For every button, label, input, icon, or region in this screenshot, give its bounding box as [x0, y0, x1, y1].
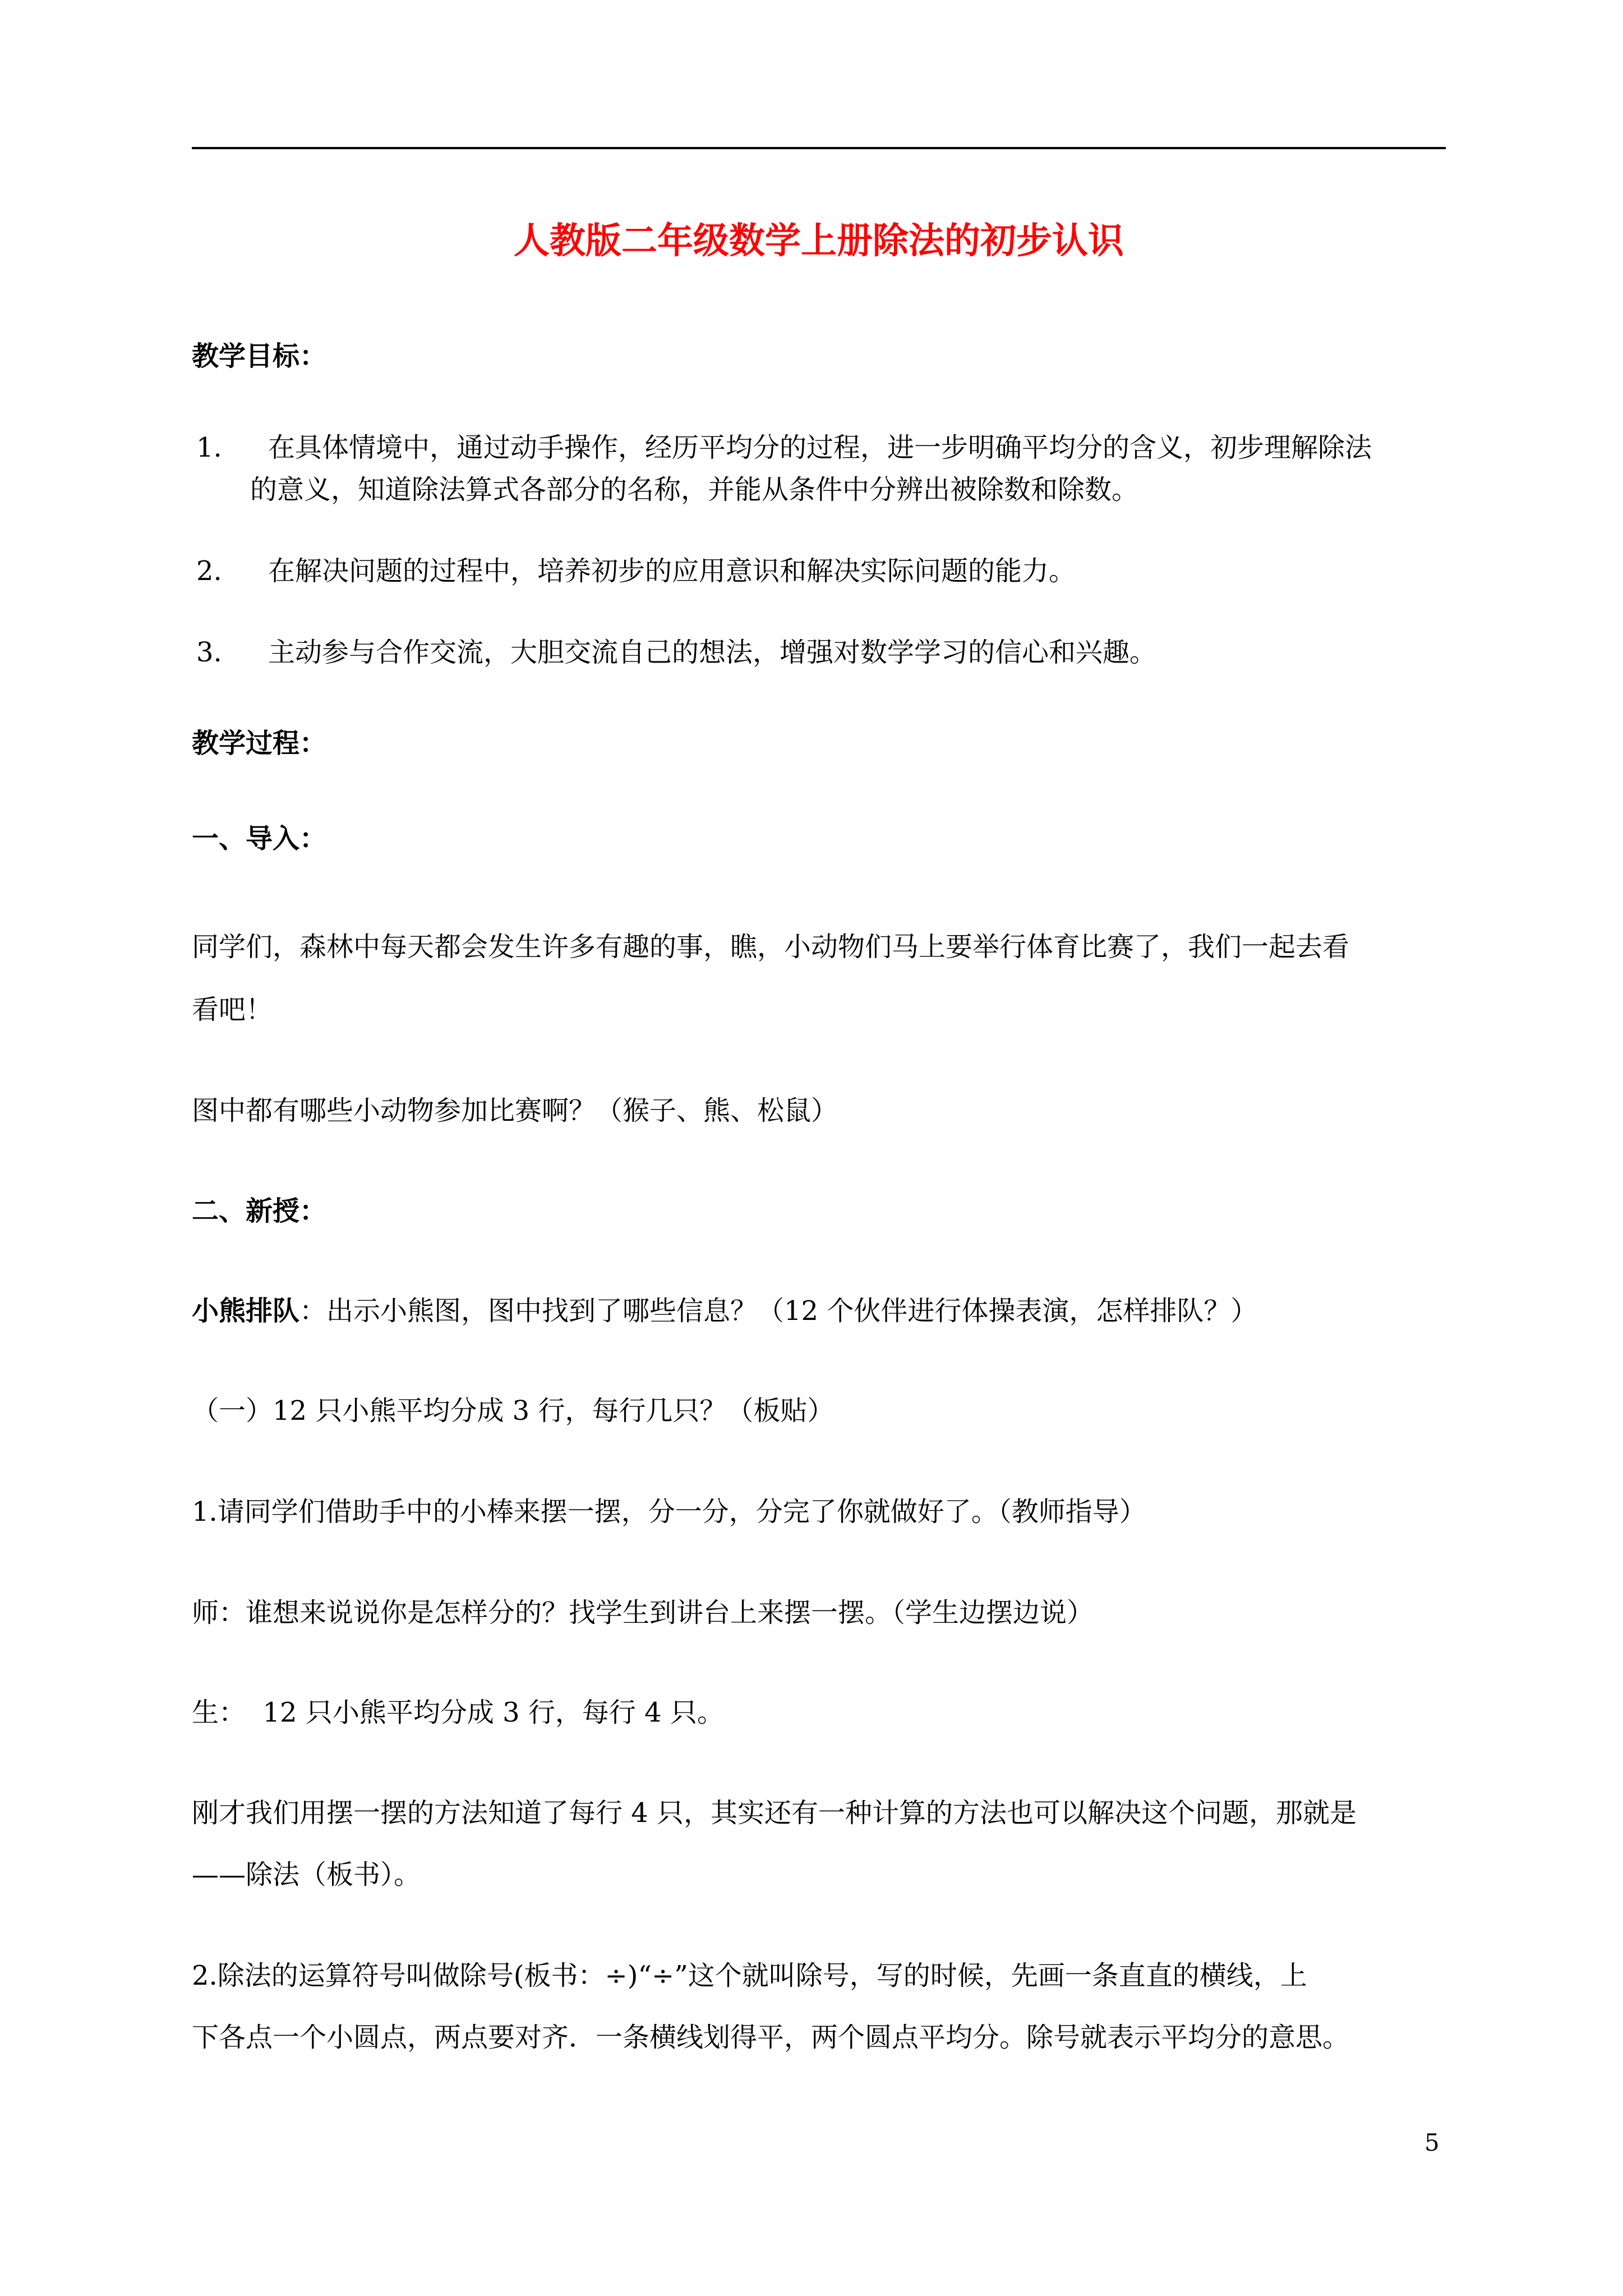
section-1-heading: 一、导入：: [192, 823, 327, 854]
document-title: 人教版二年级数学上册除法的初步认识: [514, 220, 1124, 262]
intro-line-2: 看吧！: [192, 994, 273, 1025]
question-line: 图中都有哪些小动物参加比赛啊？（猴子、熊、松鼠）: [192, 1095, 838, 1126]
method-line-2: ——除法（板书）。: [192, 1859, 421, 1890]
objectives-heading: 教学目标：: [192, 341, 327, 372]
page-number: 5: [1424, 2129, 1440, 2156]
intro-line-1: 同学们，森林中每天都会发生许多有趣的事，瞧，小动物们马上要举行体育比赛了，我们一起去看: [192, 931, 1350, 963]
method-line-1: 刚才我们用摆一摆的方法知道了每行 4 只，其实还有一种计算的方法也可以解决这个问题，那就是: [192, 1797, 1357, 1829]
objective-2-number: 2.: [196, 555, 222, 587]
bears-line: [192, 1291, 1257, 1331]
division-line-2: 下各点一个小圆点，两点要对齐．一条横线划得平，两个圆点平均分。除号就表示平均分的意思。: [192, 2022, 1350, 2053]
teacher-line: 师：谁想来说说你是怎样分的？找学生到讲台上来摆一摆。（学生边摆边说）: [192, 1597, 1094, 1628]
step-1: 1.请同学们借助手中的小棒来摆一摆，分一分，分完了你就做好了。（教师指导）: [192, 1496, 1146, 1527]
section-2-heading: 二、新授：: [192, 1195, 327, 1227]
sub-section-1: （一）12 只小熊平均分成 3 行，每行几只？（板贴）: [192, 1395, 834, 1427]
division-line-1: 2.除法的运算符号叫做除号(板书：÷)“÷”这个就叫除号，写的时候，先画一条直直的横线，上: [192, 1960, 1307, 1991]
header-rule: [192, 147, 1446, 149]
objective-3-number: 3.: [196, 637, 222, 668]
bears-text: ：出示小熊图，图中找到了哪些信息？（12 个伙伴进行体操表演，怎样排队？）: [299, 1295, 1258, 1327]
objective-1-line-1: 在具体情境中，通过动手操作，经历平均分的过程，进一步明确平均分的含义，初步理解除法: [268, 432, 1372, 463]
objective-3-text: 主动参与合作交流，大胆交流自己的想法，增强对数学学习的信心和兴趣。: [268, 637, 1157, 668]
student-line: 生： 12 只小熊平均分成 3 行，每行 4 只。: [192, 1697, 724, 1728]
process-heading: 教学过程：: [192, 728, 327, 759]
objective-1-line-2: 的意义，知道除法算式各部分的名称，并能从条件中分辨出被除数和除数。: [250, 474, 1139, 505]
objective-1-number: 1.: [196, 432, 222, 463]
objective-2-text: 在解决问题的过程中，培养初步的应用意识和解决实际问题的能力。: [268, 555, 1076, 587]
bears-label: 小熊排队: [192, 1295, 300, 1327]
